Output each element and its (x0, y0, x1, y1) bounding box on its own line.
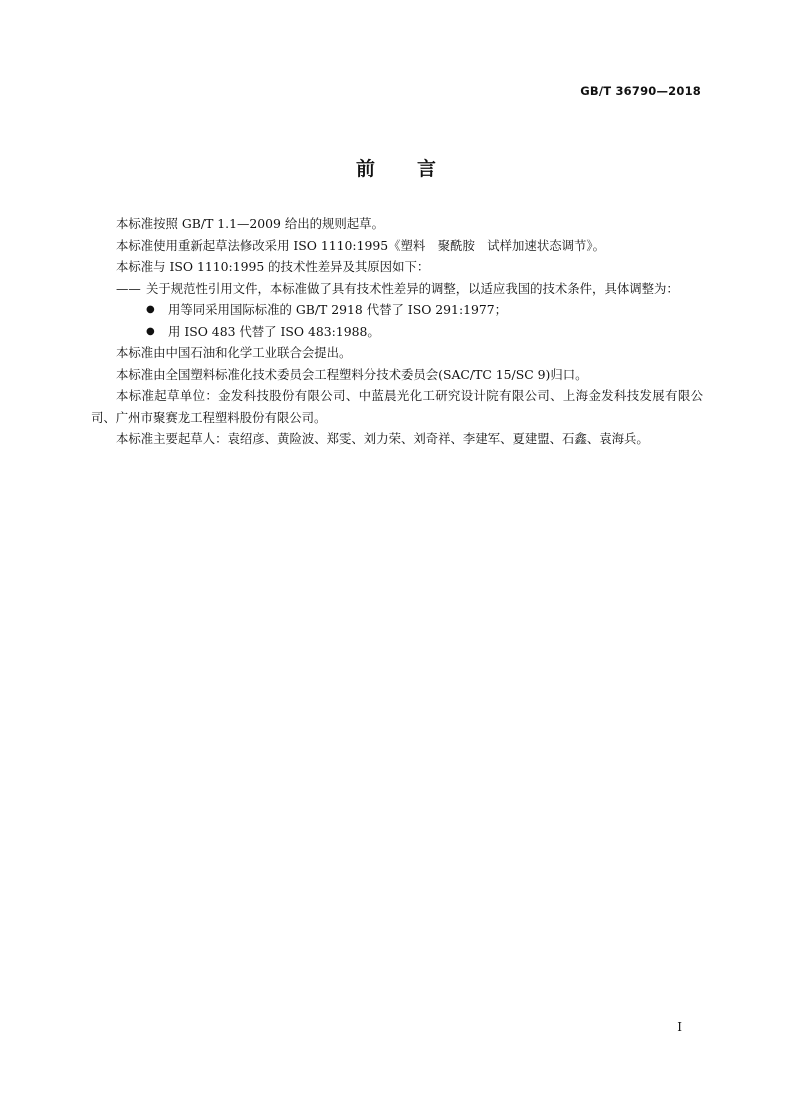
paragraph-proposer: 本标准由中国石油和化学工业联合会提出。 (116, 345, 352, 360)
bullet-list-item (91, 321, 703, 343)
foreword-body (91, 213, 703, 450)
bullet-item-text: 用 ISO 483 代替了 ISO 483:1988。 (168, 323, 380, 339)
page-number: I (677, 1020, 682, 1034)
page-title: 前言 (355, 158, 478, 180)
dash-item-text: 关于规范性引用文件，本标准做了具有技术性差异的调整，以适应我国的技术条件，具体调整为： (146, 280, 679, 296)
bullet-icon: ● (146, 325, 155, 337)
paragraph-drafting-rules: 本标准按照 GB/T 1.1—2009 给出的规则起草。 (116, 216, 384, 231)
dash-list-item (91, 278, 703, 300)
paragraph-adoption: 本标准使用重新起草法修改采用 ISO 1110:1995《塑料 聚酰胺 试样加速状态调节》。 (116, 237, 605, 253)
bullet-list-item (91, 299, 703, 321)
bullet-item-text: 用等同采用国际标准的 GB/T 2918 代替了 ISO 291:1977； (168, 302, 508, 317)
standard-code: GB/T 36790—2018 (580, 84, 701, 98)
bullet-icon: ● (146, 304, 155, 315)
dash-marker: —— (116, 280, 141, 296)
paragraph-technical-committee: 本标准由全国塑料标准化技术委员会工程塑料分技术委员会(SAC/TC 15/SC 9)归口。 (116, 366, 588, 382)
paragraph-differences-intro: 本标准与 ISO 1110:1995 的技术性差异及其原因如下： (116, 259, 430, 274)
paragraph-drafters: 本标准主要起草人：袁绍彦、黄险波、郑雯、刘力荣、刘奇祥、李建军、夏建盟、石鑫、袁海兵。 (116, 431, 649, 446)
paragraph-drafting-organizations: 本标准起草单位：金发科技股份有限公司、中蓝晨光化工研究设计院有限公司、上海金发科技发展有限公司、广州市聚赛龙工程塑料股份有限公司。 (91, 388, 703, 425)
